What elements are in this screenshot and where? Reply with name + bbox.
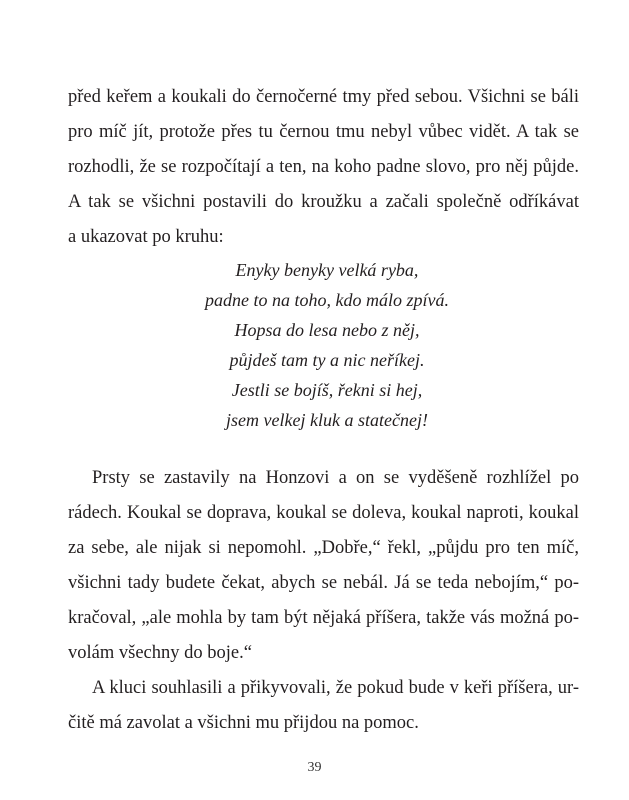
text-line: Prsty se zastavily na Honzovi a on se vyděšeně rozhlížel po [92, 468, 579, 488]
text-line: čitě má zavolat a všichni mu přijdou na pomoc. [68, 713, 419, 733]
text-line: rozhodli, že se rozpočítají a ten, na koho padne slovo, pro něj půjde. [68, 157, 579, 177]
poem-line: padne to na toho, kdo málo zpívá. [205, 290, 449, 310]
text-line: A tak se všichni postavili do kroužku a začali společně odříkávat [68, 192, 579, 212]
text-line: A kluci souhlasili a přikyvovali, že pokud bude v keři příšera, ur- [92, 678, 579, 698]
text-line: před keřem a koukali do černočerné tmy před sebou. Všichni se báli [68, 87, 579, 107]
poem-line: půjdeš tam ty a nic neříkej. [229, 350, 425, 370]
text-line: rádech. Koukal se doprava, koukal se doleva, koukal naproti, koukal [68, 503, 579, 523]
text-line: a ukazovat po kruhu: [68, 227, 224, 247]
poem-line: Hopsa do lesa nebo z něj, [234, 320, 420, 340]
text-line: kračoval, „ale mohla by tam být nějaká příšera, takže vás možná po- [68, 608, 579, 628]
poem-line: Jestli se bojíš, řekni si hej, [231, 380, 423, 400]
page-number: 39 [307, 760, 322, 775]
poem-line: Enyky benyky velká ryba, [235, 260, 419, 280]
poem-line: jsem velkej kluk a statečnej! [226, 410, 428, 430]
text-line: pro míč jít, protože přes tu černou tmu nebyl vůbec vidět. A tak se [68, 122, 579, 142]
text-line: za sebe, ale nijak si nepomohl. „Dobře,“ řekl, „půjdu pro ten míč, [68, 538, 579, 558]
text-line: volám všechny do boje.“ [68, 643, 252, 663]
text-line: všichni tady budete čekat, abych se nebál. Já se teda nebojím,“ po- [68, 573, 579, 593]
